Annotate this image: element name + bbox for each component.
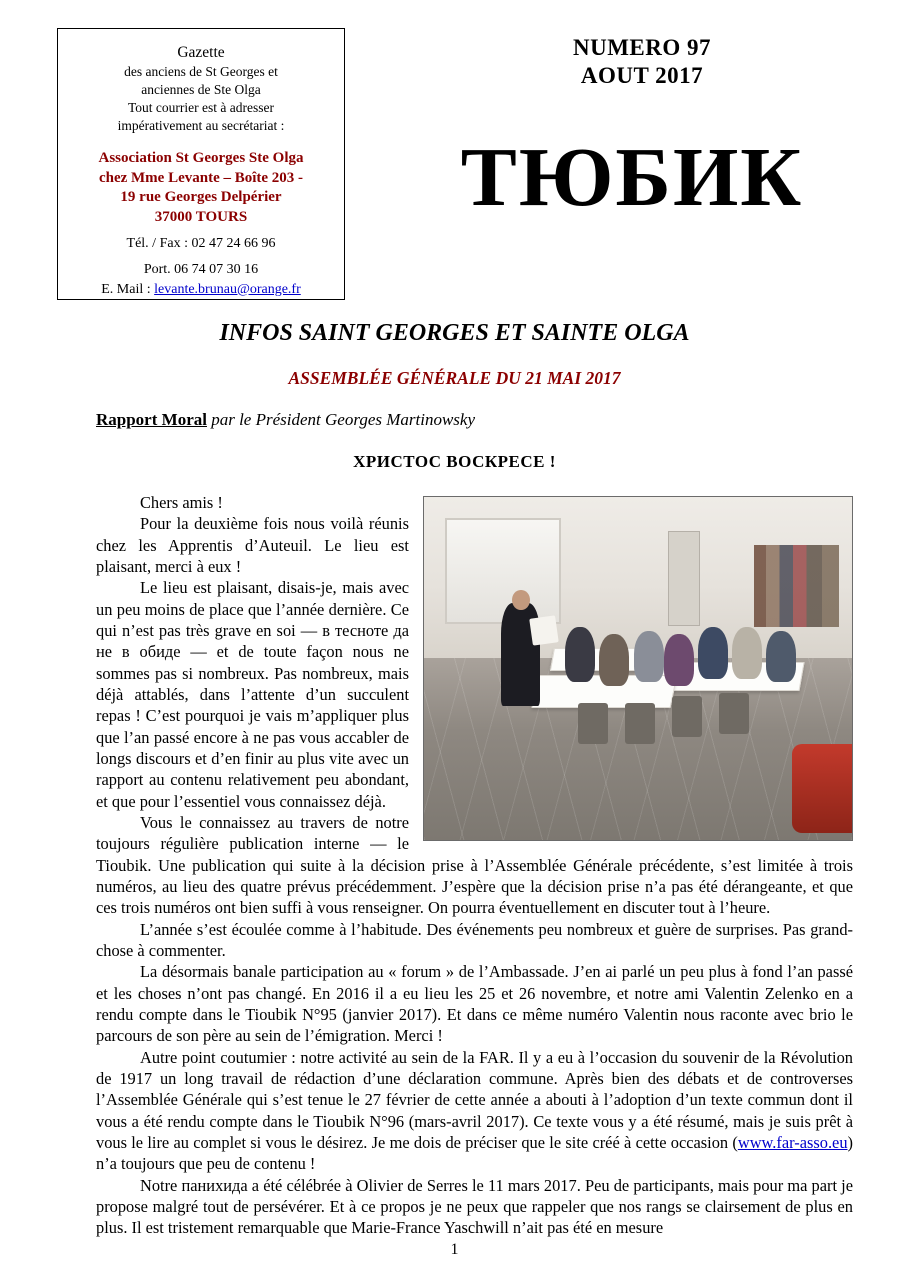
gazette-subtitle-line1: des anciens de St Georges et <box>124 63 278 79</box>
article-body <box>96 492 853 1238</box>
email-row <box>66 282 336 298</box>
photo-foreground-red-object <box>792 744 853 833</box>
photo-window <box>445 518 560 625</box>
paragraph-8: Notre панихида a été célébrée à Olivier de Serres le 11 mars 2017. Peu de participants, mais pour ma part je propose malgré tout de persévérer. Et à ce propos je ne peux que rappeler que nos rangs se clairsement de plus en plus. Il est tristement remarquable que Marie-France Yaschwill n’ait pas été en mesure <box>96 1175 853 1238</box>
issue-number-block <box>432 34 852 90</box>
rapport-moral-author: par le Président Georges Martinowsky <box>211 410 475 429</box>
paragraph-3: Le lieu est plaisant, disais-je, mais avec un peu moins de place que l’année dernière. Ce qui n’est pas très grave en soi — в тесноте да не в обиде — et de toute façon nous ne sommes pas si nombreux. Pas nombreux, mais déjà attablés, dans l’attente d’un succulent repas ! C’est pourquoi je vais m’appliquer plus que l’an passé encore à ne pas vous accabler de longs discours et d’en finir au plus vite avec un rapport au contenu relativement peu abondant, et que pour l’essentiel vous connaissez déjà. <box>96 578 409 811</box>
section-title-infos: INFOS SAINT GEORGES ET SAINTE OLGA <box>219 320 690 346</box>
photo-person-seated-4 <box>664 634 694 685</box>
paragraph-7 <box>96 1047 853 1175</box>
paragraph-greeting: Chers amis ! <box>140 493 223 512</box>
association-street: 19 rue Georges Delpérier <box>120 189 282 206</box>
photo-paper-sheet <box>529 615 558 646</box>
photo-person-seated-1 <box>565 627 595 682</box>
greeting-christos: ХРИСТОС ВОСКРЕСЕ ! <box>353 452 556 471</box>
association-care-of: chez Mme Levante – Boîte 203 - <box>98 169 304 186</box>
email-label: E. Mail : <box>101 281 151 297</box>
mail-instruction-line1: Tout courrier est à adresser <box>128 100 274 116</box>
email-link[interactable]: levante.brunau@orange.fr <box>154 281 301 297</box>
photo-chair-2 <box>625 703 655 744</box>
paragraph-6: La désormais banale participation au « forum » de l’Ambassade. J’en ai parlé un peu plus à fond l’an passé et les choses n’ont pas changé. En 2016 il a eu lieu les 25 et 26 novembre, et notre ami Valentin Zelenko en a rendu compte dans le Tioubik N°95 (janvier 2017). Et dans ce même numéro Valentin nous raconte avec brio le parcours de son père au sein de l’émigration. Merci ! <box>96 962 853 1046</box>
paragraph-5: L’année s’est écoulée comme à l’habitude. Des événements peu nombreux et guère de surprises. Pas grand-chose à commenter. <box>96 919 853 960</box>
photo-door <box>668 531 700 626</box>
photo-person-seated-2 <box>599 634 629 685</box>
gazette-subtitle-line2: anciennes de Ste Olga <box>141 82 261 98</box>
gazette-info-box <box>57 28 345 300</box>
rapport-moral-heading <box>96 410 475 430</box>
banquet-photo <box>423 496 853 841</box>
issue-date: AOUT 2017 <box>580 63 704 89</box>
photo-person-seated-7 <box>766 631 796 682</box>
photo-chair-1 <box>578 703 608 744</box>
paragraph-7-part2: ) n’a toujours que peu de contenu ! <box>96 1132 853 1174</box>
paragraph-7-part1: Autre point coutumier : notre activité au sein de la FAR. Il y a eu à l’occasion du souvenir de la Révolution de 1917 un long travail de rédaction d’une déclaration commune. Après bien des débats et de controverses l’Assemblée Générale qui s’est tenue le 27 février de cette année a abouti à l’adoption d’un texte commun dont il vous a été rendu compte dans le Tioubik N°96 (mars-avril 2017). Ce texte vous y a été résumé, mais je suis prêt à vous le lire au complet si vous le désirez. Je me dois de préciser que le site créé à cette occasion ( <box>96 1047 853 1152</box>
publication-title: ТЮБИК <box>460 131 804 224</box>
paragraph-4: Vous le connaissez au travers de notre toujours régulière publication interne — le Tioubik. Une publication qui suite à la décision prise à l’Assemblée Générale précédente, s’est limitée à trois numéros, au lieu des quatre prévus précédemment. J’espère que la décision prise n’a pas été dérangeante, et que ces trois numéros ont bien suffi à vous renseigner. On pourra éventuellement en discuter tout à l’heure. <box>96 812 853 918</box>
association-name: Association St Georges Ste Olga <box>98 149 304 166</box>
phone-fax: Tél. / Fax : 02 47 24 66 96 <box>126 235 276 251</box>
masthead <box>57 28 852 308</box>
section-title-assemblee: ASSEMBLÉE GÉNÉRALE DU 21 MAI 2017 <box>288 368 621 388</box>
photo-person-seated-6 <box>732 627 762 678</box>
photo-coat-rack <box>754 545 840 627</box>
paragraph-2: Pour la deuxième fois nous voilà réunis chez les Apprentis d’Auteuil. Le lieu est plaisant, merci à eux ! <box>96 514 409 576</box>
mail-instruction-line2: impérativement au secrétariat : <box>117 118 285 134</box>
rapport-moral-label: Rapport Moral <box>96 410 207 429</box>
gazette-label: Gazette <box>177 44 225 61</box>
issue-number: NUMERO 97 <box>572 35 712 60</box>
association-address <box>66 149 336 228</box>
mobile-phone: Port. 06 74 07 30 16 <box>143 261 259 277</box>
photo-person-seated-3 <box>634 631 664 682</box>
far-website-link[interactable]: www.far-asso.eu <box>737 1132 848 1152</box>
photo-person-seated-5 <box>698 627 728 678</box>
association-city: 37000 TOURS <box>154 209 248 226</box>
page-number: 1 <box>450 1241 459 1258</box>
photo-person-head-standing <box>512 590 530 611</box>
photo-chair-4 <box>719 693 749 734</box>
photo-chair-3 <box>672 696 702 737</box>
